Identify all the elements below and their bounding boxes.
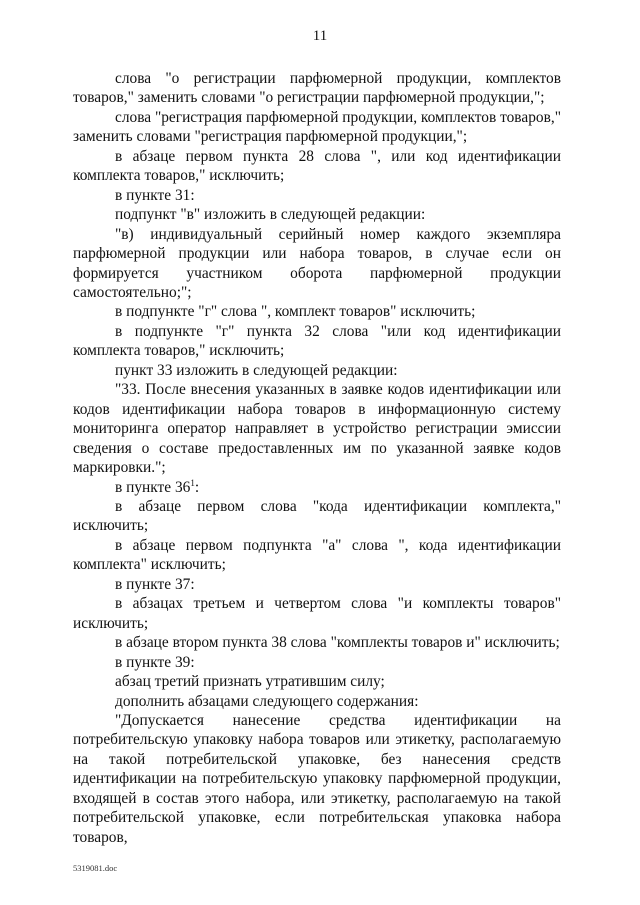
paragraph-4: в пункте 31: bbox=[115, 186, 195, 204]
paragraph-20: "Допускается нанесение средства идентификации на потребительскую упаковку набора товаров или этикетку, располагаемую на такой потребительской упаковке, без нанесения средств идентификации на потребительскую упаковку парфюмерной продукции, входящей в состав этого набора, или этикетку, располагаемую на такой потребительской упаковке, если потребительская упаковка набора товаров, bbox=[73, 711, 561, 846]
paragraph-12: в абзаце первом слова "кода идентификации комплекта," исключить; bbox=[73, 497, 561, 535]
paragraph-1: слова "о регистрации парфюмерной продукции, комплектов товаров," заменить словами "о регистрации парфюмерной продукции,"; bbox=[73, 70, 561, 107]
paragraph-9: пункт 33 изложить в следующей редакции: bbox=[115, 361, 398, 379]
paragraph-11 bbox=[73, 478, 561, 497]
paragraph-3: в абзаце первом пункта 28 слова ", или код идентификации комплекта товаров," исключить; bbox=[73, 147, 561, 185]
paragraph-7: в подпункте "г" слова ", комплект товаров" исключить; bbox=[115, 303, 476, 321]
paragraph-16: в абзаце втором пункта 38 слова "комплекты товаров и" исключить; bbox=[115, 634, 560, 652]
paragraph-18: абзац третий признать утратившим силу; bbox=[115, 673, 385, 691]
paragraph-14: в пункте 37: bbox=[115, 575, 195, 593]
paragraph-17: в пункте 39: bbox=[115, 653, 195, 671]
paragraph-8: в подпункте "г" пункта 32 слова "или код идентификации комплекта товаров," исключить; bbox=[73, 322, 561, 360]
paragraph-19: дополнить абзацами следующего содержания: bbox=[115, 692, 419, 710]
paragraph-5: подпункт "в" изложить в следующей редакции: bbox=[115, 206, 426, 224]
point-36-suffix: : bbox=[194, 478, 200, 496]
document-filename: 5319081.doc bbox=[73, 863, 118, 873]
paragraph-13: в абзаце первом подпункта "а" слова ", кода идентификации комплекта" исключить; bbox=[73, 536, 561, 574]
paragraph-2: слова "регистрация парфюмерной продукции, комплектов товаров," заменить словами "регистрация парфюмерной продукции,"; bbox=[73, 108, 561, 146]
paragraph-6: "в) индивидуальный серийный номер каждого экземпляра парфюмерной продукции или набора товаров, в случае если он формируется участником оборота парфюмерной продукции самостоятельно;"; bbox=[73, 225, 561, 301]
paragraph-15: в абзацах третьем и четвертом слова "и комплекты товаров" исключить; bbox=[73, 595, 561, 632]
point-36-prefix: в пункте 36 bbox=[115, 478, 191, 496]
document-body bbox=[73, 69, 561, 847]
point-36-superscript: 1 bbox=[190, 477, 195, 488]
paragraph-10: "33. После внесения указанных в заявке кодов идентификации или кодов идентификации набора товаров в информационную систему мониторинга оператор направляет в устройство регистрации эмиссии сведения о составе предоставленных им по указанной заявке кодов маркировки."; bbox=[73, 381, 561, 477]
page-number: 11 bbox=[312, 28, 328, 44]
